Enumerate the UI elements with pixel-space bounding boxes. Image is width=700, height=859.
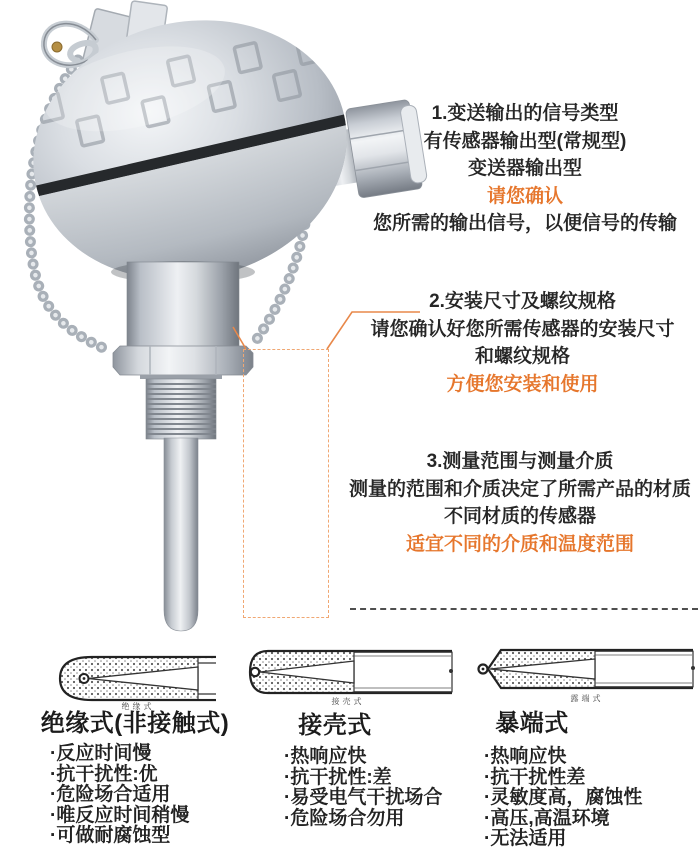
annotation-3-line: 不同材质的传感器 xyxy=(443,506,596,527)
thread-callout-box xyxy=(243,349,329,618)
threaded-stem xyxy=(146,379,216,439)
diagram-caption: 绝缘式 xyxy=(121,702,155,711)
annotation-1-line: 您所需的输出信号，以便信号的传输 xyxy=(372,213,677,234)
bullet-item: ·抗干扰性差 xyxy=(484,766,586,788)
annotation-1-line: 有传感器输出型(常规型) xyxy=(423,130,627,152)
bullet-item: ·高压,高温环境 xyxy=(484,807,610,829)
annotation-block-1 xyxy=(352,100,698,238)
annotation-1-line: 变送器输出型 xyxy=(467,158,582,179)
annotation-block-2 xyxy=(345,288,700,398)
bullet-item: ·抗干扰性:差 xyxy=(284,766,392,788)
annotation-block-3 xyxy=(340,448,700,558)
bullet-item: ·热响应快 xyxy=(284,746,367,767)
annotation-3-title: 3.测量范围与测量介质 xyxy=(426,451,614,472)
annotation-2-line: 和螺纹规格 xyxy=(474,346,570,367)
annotation-1-highlight: 请您确认 xyxy=(486,185,563,207)
annotation-3-highlight: 适宜不同的介质和温度范围 xyxy=(405,533,634,555)
diagram-grounded-junction xyxy=(246,645,456,707)
neck-cylinder xyxy=(127,262,239,348)
chain-clasp xyxy=(44,24,96,66)
bullet-item: ·抗干扰性:优 xyxy=(50,763,158,785)
bullet-item: ·可做耐腐蚀型 xyxy=(50,825,171,847)
annotation-3-line: 测量的范围和介质决定了所需产品的材质 xyxy=(348,478,691,500)
bullet-item: ·热响应快 xyxy=(484,746,567,767)
washer xyxy=(140,375,222,379)
type-heading-insulated: 绝缘式(非接触式) xyxy=(40,710,230,737)
bullet-item: ·易受电气干扰场合 xyxy=(284,787,443,809)
section-divider xyxy=(350,608,698,610)
diagram-caption: 接壳式 xyxy=(331,697,365,706)
bullet-item: ·反应时间慢 xyxy=(50,743,152,764)
bullet-item: ·唯反应时间稍慢 xyxy=(50,804,190,826)
annotation-1-title: 1.变送输出的信号类型 xyxy=(431,103,619,124)
annotation-2-title: 2.安装尺寸及螺纹规格 xyxy=(429,291,616,312)
bullet-list-grounded xyxy=(284,747,442,829)
probe-sheath xyxy=(164,438,198,631)
diagram-caption: 露端式 xyxy=(570,694,604,703)
bullet-item: ·危险场合适用 xyxy=(50,784,171,806)
type-heading-exposed: 暴端式 xyxy=(495,710,569,737)
bullet-item: ·灵敏度高，腐蚀性 xyxy=(484,787,643,809)
diagram-exposed-junction xyxy=(475,645,697,705)
bullet-list-insulated xyxy=(50,744,189,847)
bullet-item: ·无法适用 xyxy=(484,828,567,850)
type-heading-grounded: 接壳式 xyxy=(298,712,372,739)
annotation-2-highlight: 方便您安装和使用 xyxy=(446,373,599,395)
bullet-item: ·危险场合勿用 xyxy=(284,807,405,829)
bullet-list-exposed xyxy=(484,747,642,850)
annotation-2-line: 请您确认好您所需传感器的安装尺寸 xyxy=(370,318,675,340)
